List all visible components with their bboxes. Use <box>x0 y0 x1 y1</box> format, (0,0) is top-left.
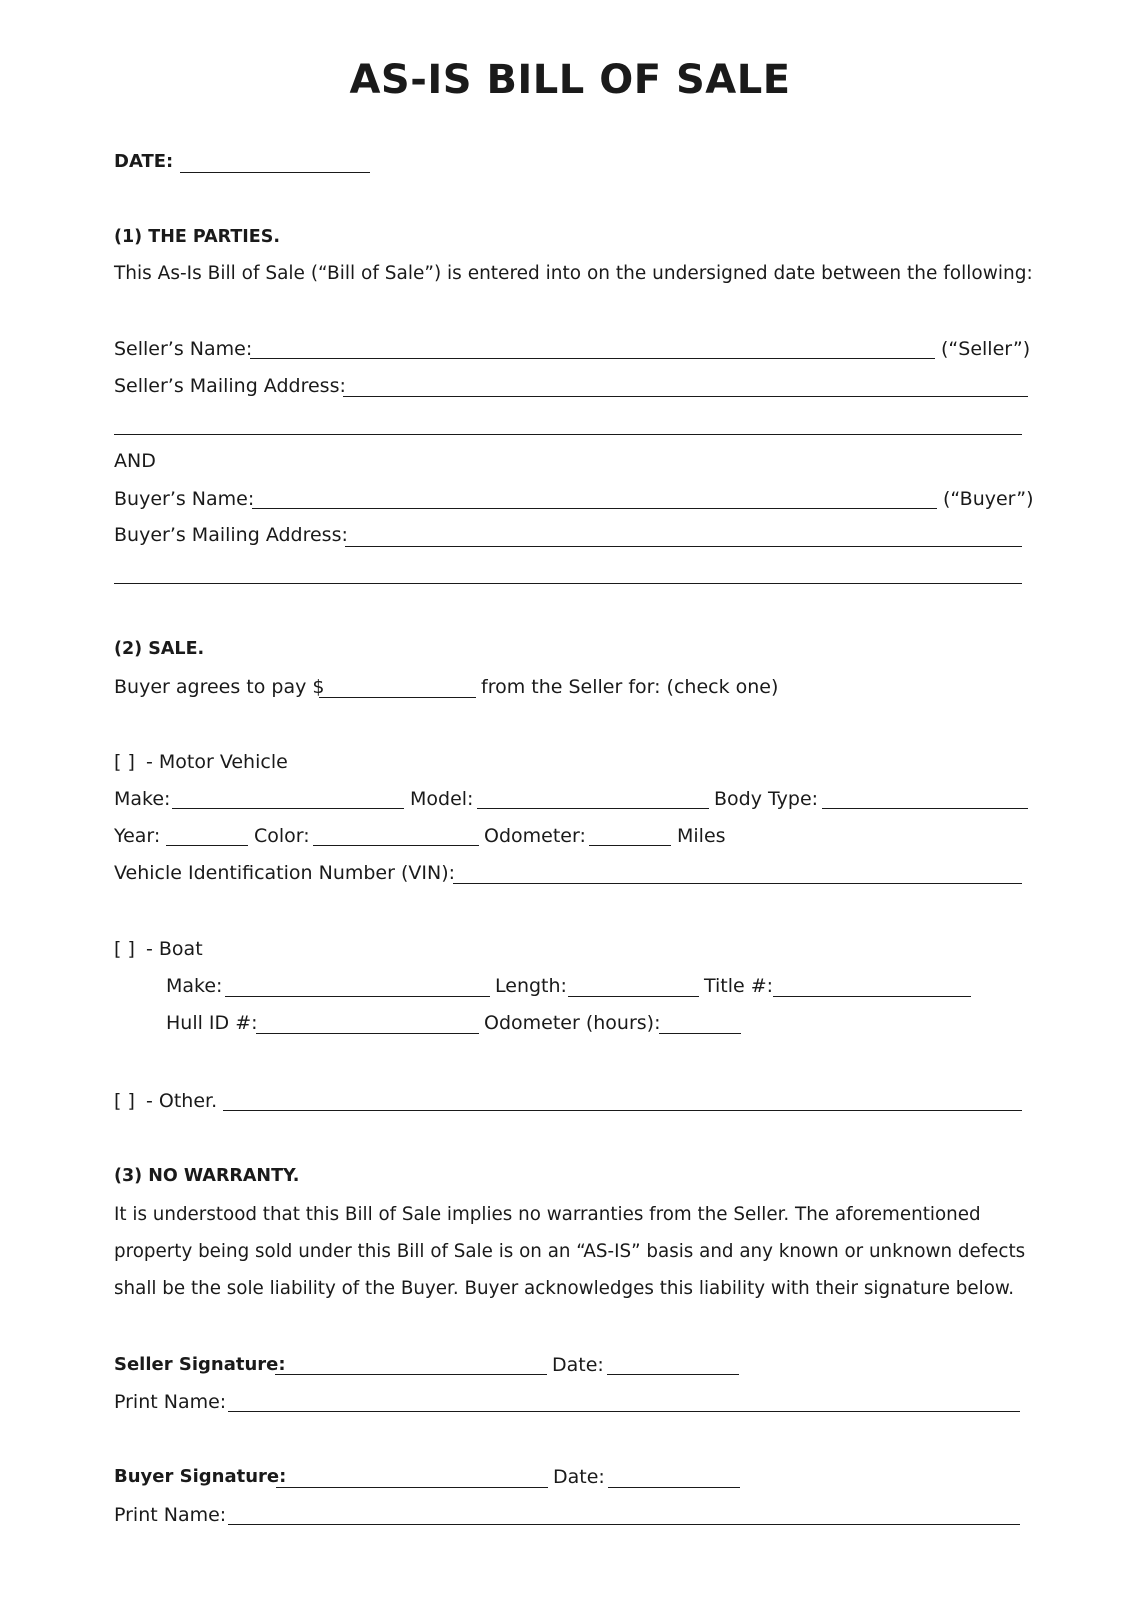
boat-label: - Boat <box>146 938 203 960</box>
model-field[interactable] <box>477 808 709 809</box>
body-type-field[interactable] <box>822 808 1028 809</box>
warranty-text-line-1: It is understood that this Bill of Sale implies no warranties from the Seller. The aforementioned <box>114 1204 981 1225</box>
buyer-address-label: Buyer’s Mailing Address: <box>114 524 348 546</box>
seller-date-label: Date: <box>552 1354 604 1376</box>
hull-id-label: Hull ID #: <box>166 1012 258 1034</box>
seller-name-field[interactable] <box>250 358 935 359</box>
make-label: Make: <box>114 788 171 810</box>
vin-field[interactable] <box>453 883 1022 884</box>
date-field[interactable] <box>180 172 370 173</box>
other-label: - Other. <box>146 1090 218 1112</box>
buyer-address-field-line2[interactable] <box>114 583 1022 584</box>
buyer-date-field[interactable] <box>608 1487 740 1488</box>
color-label: Color: <box>254 825 310 847</box>
seller-date-field[interactable] <box>607 1374 739 1375</box>
date-label: DATE: <box>114 151 174 172</box>
buyer-name-label: Buyer’s Name: <box>114 488 255 510</box>
other-field[interactable] <box>223 1110 1022 1111</box>
color-field[interactable] <box>313 845 479 846</box>
price-field[interactable] <box>319 697 476 698</box>
vin-label: Vehicle Identification Number (VIN): <box>114 862 456 884</box>
warranty-text-line-2: property being sold under this Bill of Sale is on an “AS-IS” basis and any known or unknown defects <box>114 1241 1026 1262</box>
buyer-print-name-label: Print Name: <box>114 1504 227 1526</box>
buyer-name-field[interactable] <box>252 508 937 509</box>
odometer-label: Odometer: <box>484 825 586 847</box>
make-field[interactable] <box>172 808 404 809</box>
boat-checkbox[interactable]: [ ] <box>114 938 135 960</box>
length-label: Length: <box>495 975 567 997</box>
buyer-date-label: Date: <box>553 1466 605 1488</box>
buyer-suffix: (“Buyer”) <box>943 488 1034 510</box>
body-type-label: Body Type: <box>714 788 819 810</box>
buyer-address-field[interactable] <box>345 546 1022 547</box>
motor-vehicle-checkbox[interactable]: [ ] <box>114 751 135 773</box>
seller-suffix: (“Seller”) <box>941 338 1031 360</box>
length-field[interactable] <box>568 996 699 997</box>
model-label: Model: <box>410 788 474 810</box>
buyer-signature-field[interactable] <box>276 1487 548 1488</box>
seller-print-name-field[interactable] <box>228 1411 1020 1412</box>
seller-signature-field[interactable] <box>275 1374 547 1375</box>
seller-address-field[interactable] <box>343 396 1028 397</box>
seller-address-label: Seller’s Mailing Address: <box>114 375 346 397</box>
warranty-text-line-3: shall be the sole liability of the Buyer. Buyer acknowledges this liability with their signature below. <box>114 1278 1015 1299</box>
section-1-heading: (1) THE PARTIES. <box>114 227 281 247</box>
other-checkbox[interactable]: [ ] <box>114 1090 135 1112</box>
boat-make-field[interactable] <box>225 996 490 997</box>
pay-suffix: from the Seller for: (check one) <box>481 676 779 698</box>
section-2-heading: (2) SALE. <box>114 639 205 659</box>
seller-address-field-line2[interactable] <box>114 434 1022 435</box>
hull-id-field[interactable] <box>256 1033 479 1034</box>
motor-vehicle-label: - Motor Vehicle <box>146 751 288 773</box>
boat-make-label: Make: <box>166 975 223 997</box>
year-field[interactable] <box>166 845 248 846</box>
seller-print-name-label: Print Name: <box>114 1391 227 1413</box>
buyer-print-name-field[interactable] <box>228 1524 1020 1525</box>
odometer-field[interactable] <box>589 845 671 846</box>
year-label: Year: <box>114 825 161 847</box>
title-number-field[interactable] <box>773 996 971 997</box>
section-3-heading: (3) NO WARRANTY. <box>114 1166 300 1186</box>
seller-name-label: Seller’s Name: <box>114 338 253 360</box>
buyer-signature-label: Buyer Signature: <box>114 1466 287 1487</box>
and-label: AND <box>114 450 156 472</box>
odometer-hours-field[interactable] <box>659 1033 741 1034</box>
parties-intro: This As-Is Bill of Sale (“Bill of Sale”) is entered into on the undersigned date between the following: <box>114 263 1033 284</box>
document-title: AS-IS BILL OF SALE <box>349 57 791 103</box>
miles-label: Miles <box>677 825 726 847</box>
seller-signature-label: Seller Signature: <box>114 1354 286 1375</box>
title-number-label: Title #: <box>704 975 774 997</box>
odometer-hours-label: Odometer (hours): <box>484 1012 661 1034</box>
pay-prefix: Buyer agrees to pay $ <box>114 676 325 698</box>
